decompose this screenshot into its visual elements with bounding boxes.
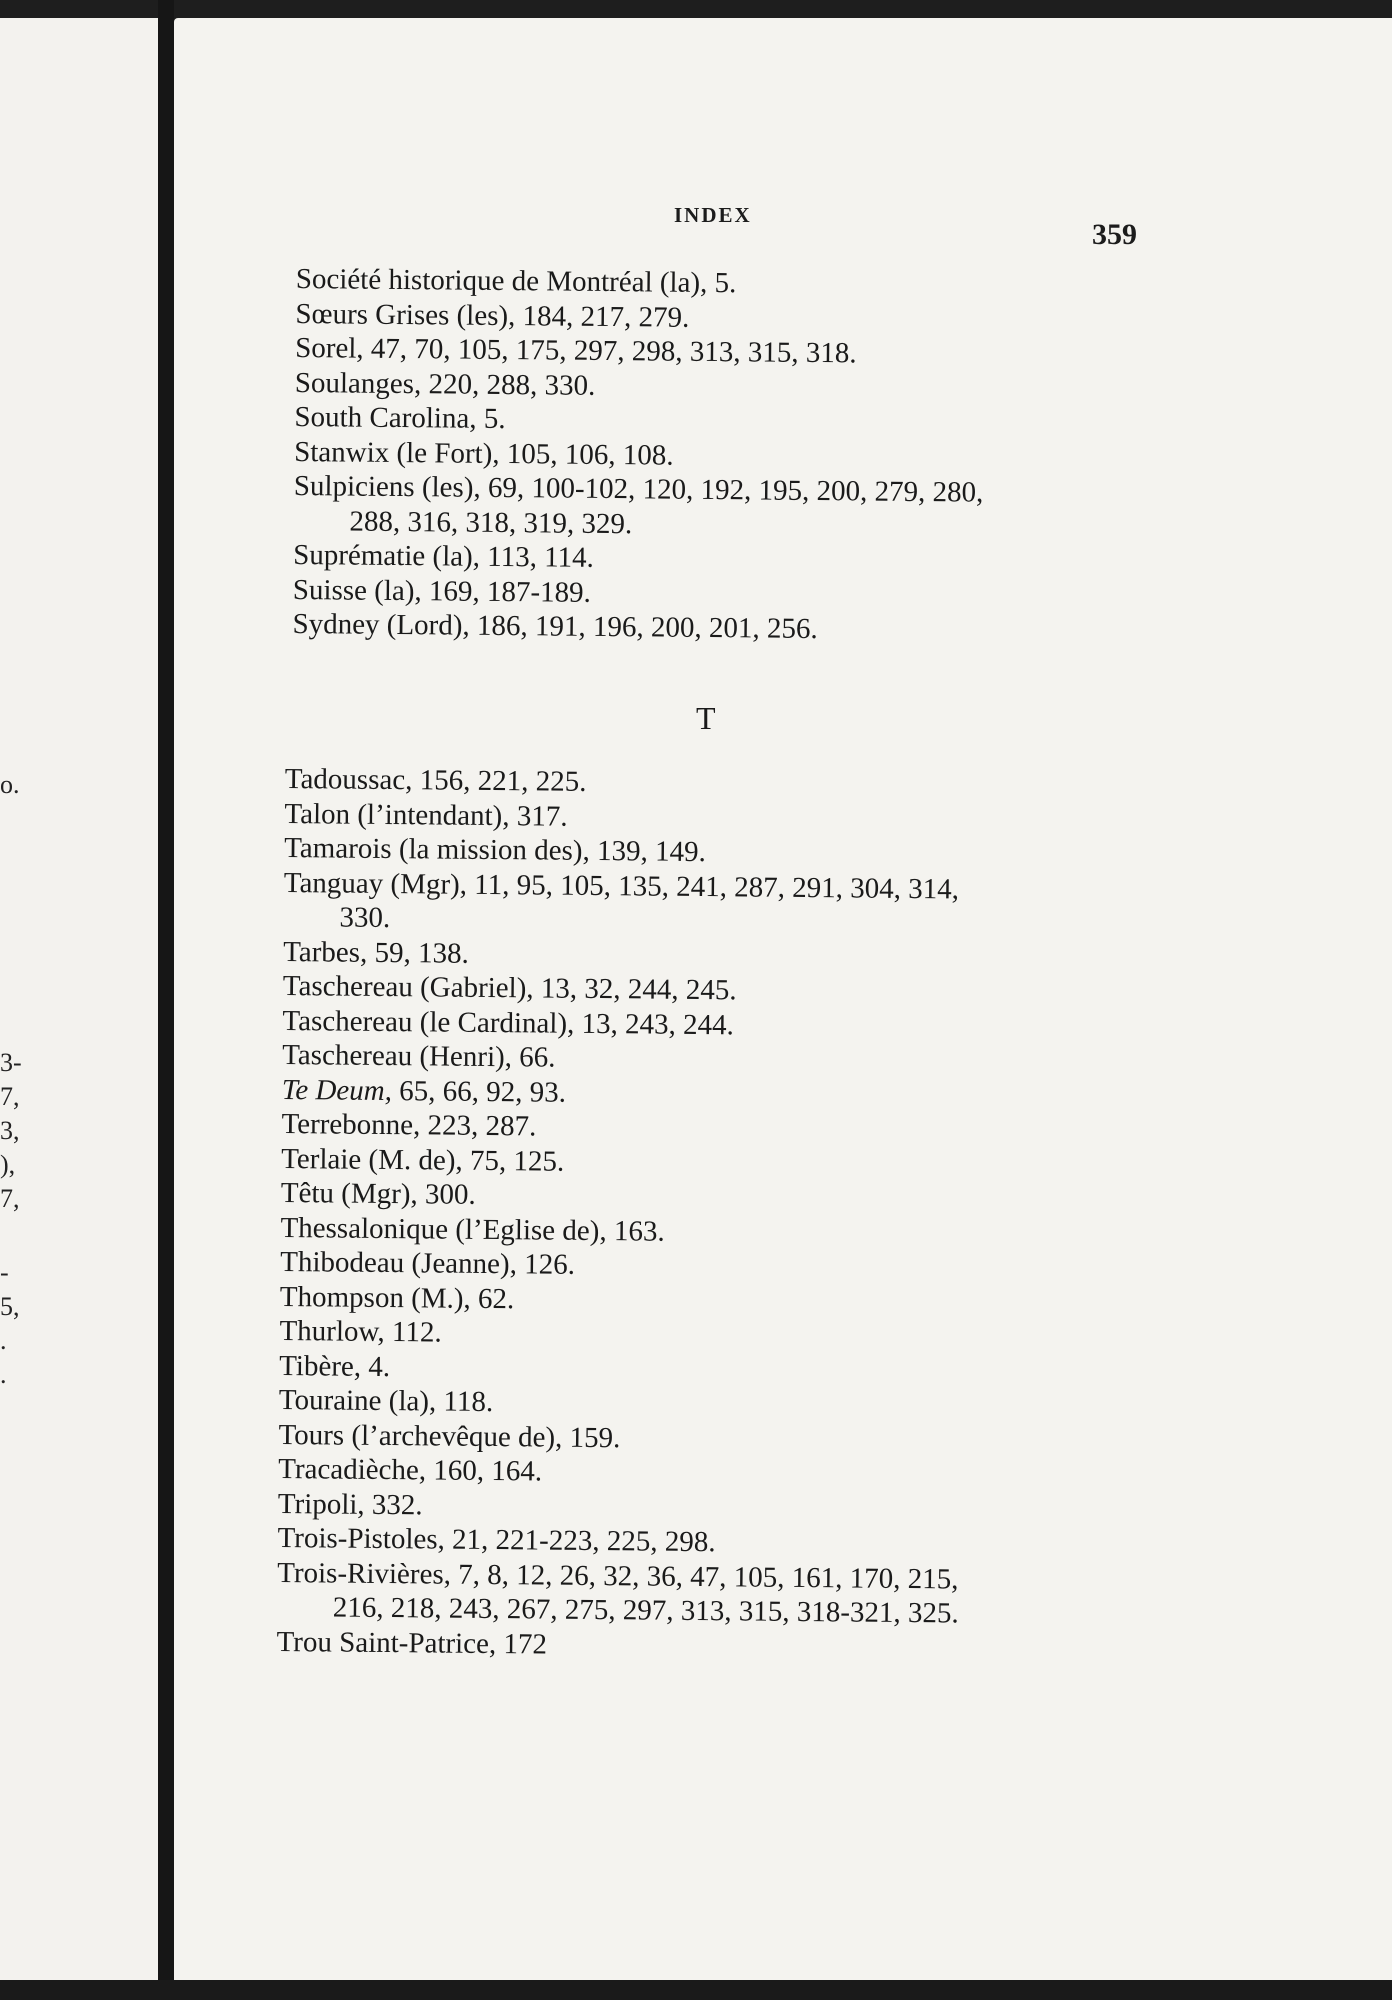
left-page-edge bbox=[0, 18, 158, 2000]
left-page-fragment: 3, bbox=[0, 1116, 20, 1145]
index-entry bbox=[277, 1521, 959, 1562]
entry-text: Suisse (la), 169, 187-189. bbox=[292, 573, 592, 609]
entry-text: Trois-Pistoles, 21, 221-223, 225, 298. bbox=[277, 1521, 716, 1559]
index-entry bbox=[279, 1383, 961, 1424]
entry-text: Sulpiciens (les), 69, 100-102, 120, 192, 195, 200, 279, 280, bbox=[293, 469, 984, 509]
index-entry bbox=[296, 262, 986, 303]
index-entry bbox=[278, 1452, 960, 1493]
entry-text: Thessalonique (l’Eglise de), 163. bbox=[280, 1211, 665, 1248]
index-entry bbox=[293, 469, 983, 545]
entry-text: Tanguay (Mgr), 11, 95, 105, 135, 241, 287, 291, 304, 314, bbox=[283, 866, 960, 905]
page-number: 359 bbox=[1092, 218, 1137, 251]
index-section-s bbox=[292, 262, 985, 648]
entry-text: Touraine (la), 118. bbox=[278, 1383, 494, 1419]
entry-text: Tracadièche, 160, 164. bbox=[278, 1452, 543, 1488]
index-entry bbox=[281, 1107, 963, 1148]
book-gutter bbox=[158, 0, 174, 2000]
index-entry bbox=[295, 331, 985, 372]
entry-text: Tripoli, 332. bbox=[277, 1487, 423, 1521]
entry-text: Terrebonne, 223, 287. bbox=[281, 1107, 537, 1143]
entry-text: Tours (l’archevêque de), 159. bbox=[278, 1418, 621, 1454]
entry-text: Taschereau (le Cardinal), 13, 243, 244. bbox=[282, 1004, 734, 1041]
entry-text: Tarbes, 59, 138. bbox=[283, 935, 469, 970]
entry-text: Sydney (Lord), 186, 191, 196, 200, 201, 256. bbox=[292, 607, 818, 646]
index-entry bbox=[277, 1555, 960, 1631]
entry-continuation: 288, 316, 318, 319, 329. bbox=[349, 505, 633, 540]
entry-text: Trois-Rivières, 7, 8, 12, 26, 32, 36, 47, 105, 161, 170, 215, bbox=[277, 1556, 959, 1596]
running-header: INDEX bbox=[674, 203, 752, 227]
index-entry bbox=[279, 1314, 961, 1355]
entry-continuation: 216, 218, 243, 267, 275, 297, 313, 315, 318-321, 325. bbox=[332, 1591, 959, 1630]
entry-text: 65, 66, 92, 93. bbox=[391, 1074, 567, 1109]
entry-text: Sorel, 47, 70, 105, 175, 297, 298, 313, 315, 318. bbox=[295, 331, 857, 370]
index-entry bbox=[284, 831, 966, 872]
section-letter: T bbox=[696, 700, 716, 736]
entry-text: Soulanges, 220, 288, 330. bbox=[294, 366, 596, 402]
left-page-fragment: o. bbox=[0, 770, 20, 799]
entry-text: Société historique de Montréal (la), 5. bbox=[295, 262, 737, 300]
index-entry bbox=[283, 969, 965, 1010]
index-entry bbox=[281, 1176, 963, 1217]
scan-bottom-edge bbox=[0, 1980, 1392, 2000]
entry-text: Sœurs Grises (les), 184, 217, 279. bbox=[295, 297, 690, 334]
entry-text: Trou Saint-Patrice, 172 bbox=[276, 1625, 548, 1661]
left-page-fragment: . bbox=[0, 1326, 7, 1355]
index-entry bbox=[280, 1245, 962, 1286]
left-page-fragment: 7, bbox=[0, 1184, 20, 1213]
index-section-t bbox=[276, 762, 967, 1666]
entry-text: Têtu (Mgr), 300. bbox=[280, 1176, 476, 1211]
entry-text: Thurlow, 112. bbox=[279, 1314, 442, 1349]
entry-italic-title: Te Deum, bbox=[281, 1073, 393, 1107]
entry-text: Thompson (M.), 62. bbox=[279, 1280, 515, 1315]
entry-text: Taschereau (Henri), 66. bbox=[282, 1038, 556, 1074]
entry-text: Talon (l’intendant), 317. bbox=[284, 797, 568, 833]
entry-continuation: 330. bbox=[339, 901, 391, 935]
left-page-fragment: 7, bbox=[0, 1082, 20, 1111]
left-page-fragment: 3- bbox=[0, 1048, 22, 1077]
entry-text: Terlaie (M. de), 75, 125. bbox=[281, 1142, 565, 1178]
entry-text: Tamarois (la mission des), 139, 149. bbox=[284, 831, 706, 869]
entry-text: Tibère, 4. bbox=[279, 1349, 391, 1383]
entry-text: Tadoussac, 156, 221, 225. bbox=[284, 762, 587, 798]
index-entry bbox=[283, 865, 966, 941]
index-entry bbox=[293, 538, 983, 579]
left-page-fragment: - bbox=[0, 1258, 9, 1287]
index-entry bbox=[285, 762, 967, 803]
entry-text: South Carolina, 5. bbox=[294, 400, 506, 436]
entry-text: Taschereau (Gabriel), 13, 32, 244, 245. bbox=[282, 969, 737, 1007]
index-entry bbox=[276, 1624, 958, 1665]
index-entry bbox=[282, 1038, 964, 1079]
left-page-fragment: ), bbox=[0, 1150, 16, 1179]
left-page-fragment: . bbox=[0, 1360, 7, 1389]
entry-text: Thibodeau (Jeanne), 126. bbox=[280, 1245, 576, 1281]
entry-text: Suprématie (la), 113, 114. bbox=[293, 538, 594, 574]
index-entry bbox=[294, 400, 984, 441]
index-entry bbox=[292, 607, 982, 648]
left-page-fragment: 5, bbox=[0, 1292, 20, 1321]
entry-text: Stanwix (le Fort), 105, 106, 108. bbox=[294, 435, 674, 472]
